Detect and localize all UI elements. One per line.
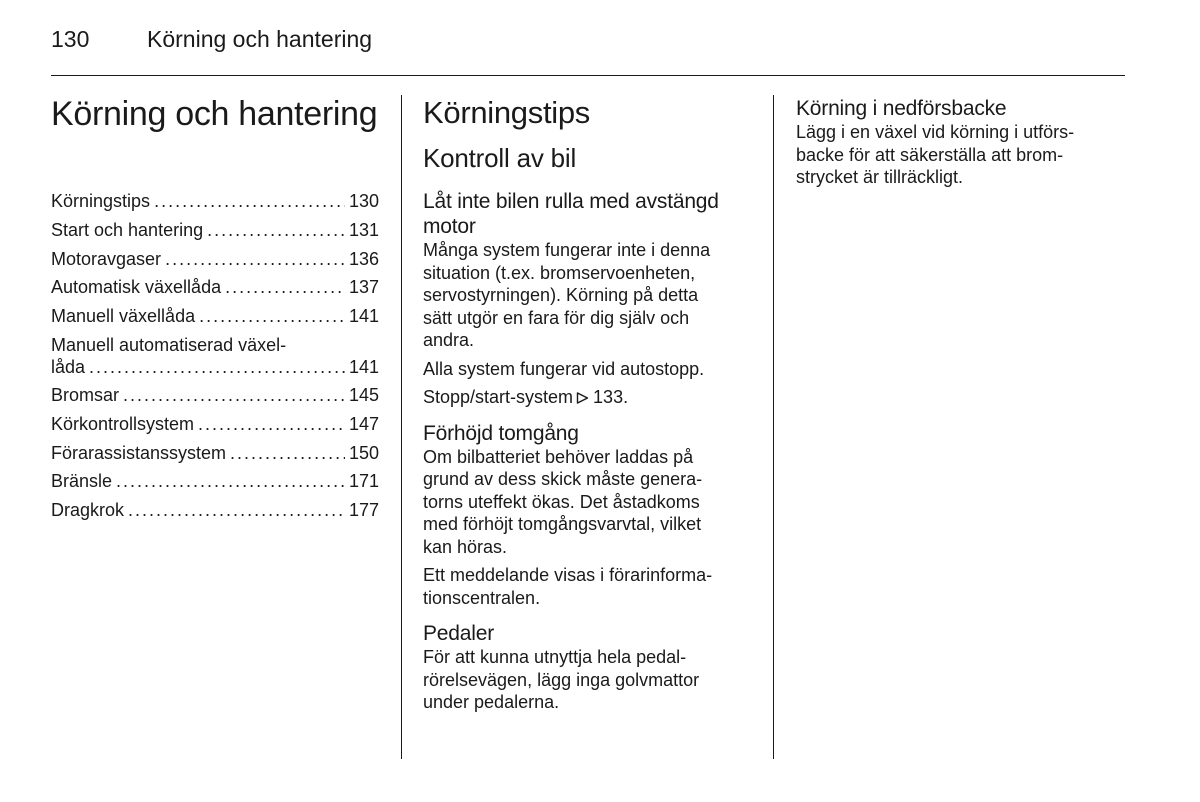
toc-entry[interactable] [51,302,379,331]
text-line: tionscentralen. [423,587,541,608]
toc-entry[interactable] [51,467,379,496]
text-line: servostyrningen). Körning på detta [423,285,699,305]
column-divider-right [773,95,774,759]
toc-entry[interactable] [51,216,379,245]
toc-entry-page: 147 [348,413,379,434]
subsection-title: Kontroll av bil [423,143,577,173]
text-line: Ett meddelande visas i förarinforma- [423,565,713,585]
paragraph [796,121,1116,189]
toc-entry-page: 171 [348,471,379,492]
toc-leader-dots [128,496,345,525]
toc-entry-label: Start och hantering [51,219,204,240]
main-text-column [423,94,753,714]
block-heading: Förhöjd tomgång [423,421,579,445]
toc-leader-dots [207,216,345,245]
text-line: Om bilbatteriet behöver laddas på [423,446,694,467]
toc-entry-label-line2: låda [51,357,86,378]
toc-entry[interactable] [51,245,379,274]
text-line: sätt utgör en fara för dig själv och [423,307,690,328]
toc-entry[interactable] [51,187,379,216]
text-line: Lägg i en växel vid körning i utförs- [796,122,1075,142]
text-line: kan höras. [423,536,508,557]
toc-leader-dots [154,187,345,216]
text-line: strycket är tillräckligt. [796,167,964,187]
toc-entry[interactable] [51,273,379,302]
text-line: Många system fungerar inte i denna [423,240,711,260]
block-heading [423,189,753,239]
heading-line: motor [423,215,476,238]
running-head [51,24,372,54]
block-heading: Pedaler [423,622,494,645]
paragraph [423,646,753,714]
heading-line: Låt inte bilen rulla med avstängd [423,190,719,213]
text-line: För att kunna utnyttja hela pedal- [423,647,687,667]
block-heading: Körning i nedförsbacke [796,97,1007,120]
toc-entry-label: Dragkrok [51,500,125,521]
toc-entry-label: Körningstips [51,191,151,211]
toc-list [51,187,379,525]
text-line: under pedalerna. [423,692,560,712]
text-line: rörelsevägen, lägg inga golvmattor [423,669,700,690]
toc-leader-dots [198,410,345,439]
toc-entry-label: Automatisk växellåda [51,277,222,298]
right-text-column [796,96,1116,189]
toc-entry[interactable] [51,410,379,439]
xref-text: Stopp/start-system [423,387,574,407]
toc-leader-dots [123,381,345,410]
toc-entry-page: 137 [348,277,379,298]
toc-entry[interactable] [51,331,379,381]
toc-entry-page: 130 [348,191,379,211]
page-number: 130 [51,26,90,52]
text-line: grund av dess skick måste genera- [423,469,703,489]
toc-entry-page: 141 [348,357,379,378]
toc-entry-label: Körkontrollsystem [51,413,195,434]
text-line: andra. [423,330,475,350]
toc-entry[interactable] [51,496,379,525]
toc-entry-page: 131 [348,219,379,240]
toc-leader-dots [230,439,345,468]
toc-entry-page: 136 [348,248,379,269]
toc-entry-page: 145 [348,384,379,405]
toc-entry-label-line1: Manuell automatiserad växel- [51,334,287,355]
toc-leader-dots [225,273,345,302]
toc-entry-label: Bromsar [51,384,120,405]
toc-leader-dots [89,356,345,379]
column-divider-left [401,95,402,759]
toc-leader-dots [165,245,345,274]
paragraph [423,358,753,381]
toc-entry[interactable] [51,439,379,468]
toc-entry-label: Bränsle [51,471,113,492]
text-line: situation (t.ex. bromservoenheten, [423,262,696,283]
header-divider [51,75,1125,76]
text-line: med förhöjt tomgångsvarvtal, vilket [423,514,702,534]
text-line: torns uteffekt ökas. Det åstadkoms [423,491,700,512]
toc-entry-page: 177 [348,500,379,521]
toc-entry-page: 150 [348,442,379,463]
paragraph [423,446,753,559]
toc-leader-dots [116,467,345,496]
paragraph [423,239,753,352]
text-line: backe för att säkerställa att brom- [796,144,1064,165]
paragraph [423,564,753,609]
cross-reference[interactable] [423,386,753,409]
toc-entry-page: 141 [348,306,379,327]
running-title: Körning och hantering [147,26,373,52]
text-line: Alla system fungerar vid autostopp. [423,358,705,379]
toc-entry-label: Motoravgaser [51,248,162,269]
chapter-title: Körning och hantering [51,95,378,133]
toc-entry-label: Manuell växellåda [51,306,196,327]
cross-reference-arrow-icon [576,392,589,404]
toc-entry[interactable] [51,381,379,410]
toc-leader-dots [199,302,345,331]
chapter-toc-column [51,94,379,525]
toc-entry-label: Förarassistanssystem [51,442,227,463]
section-title: Körningstips [423,95,590,130]
xref-page: 133. [593,387,629,407]
